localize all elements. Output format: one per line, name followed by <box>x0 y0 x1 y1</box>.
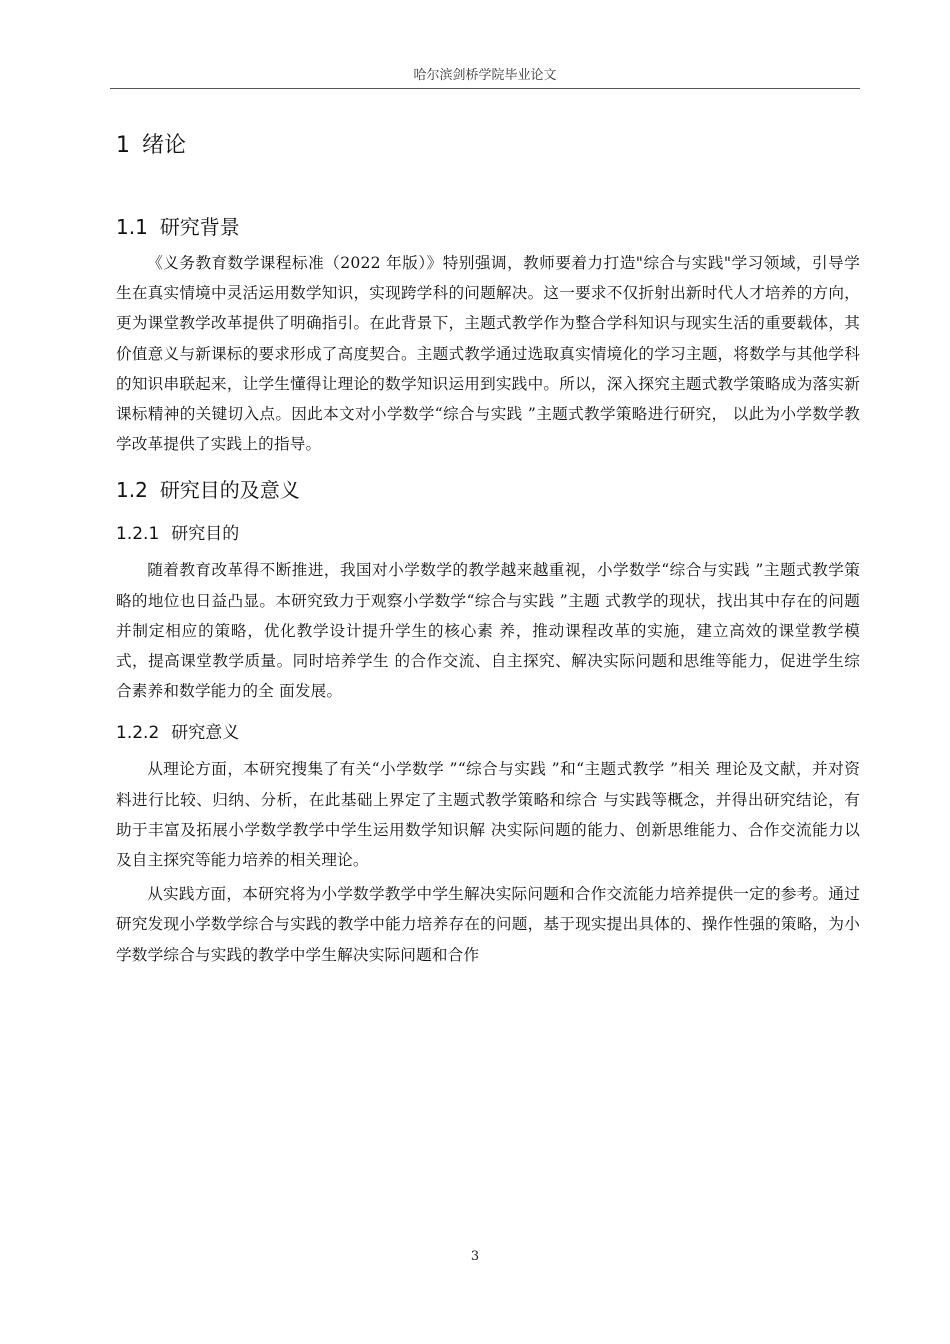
significance-paragraph-practice: 从实践方面，本研究将为小学数学教学中学生解决实际问题和合作交流能力培养提供一定的参考。通过研究发现小学数学综合与实践的教学中能力培养存在的问题，基于现实提出具体的、操作性强的策略，为小学数学综合与实践的教学中学生解决实际问题和合作 <box>116 885 860 964</box>
subsection-title: 研究目的 <box>171 524 240 545</box>
subsection-number: 1.2.1 <box>116 524 160 545</box>
subsection-heading-purpose <box>116 517 860 551</box>
subsection-heading-significance <box>116 716 860 750</box>
chapter-number: 1 <box>116 133 130 158</box>
chapter-title: 绪论 <box>142 133 187 158</box>
chapter-heading <box>116 124 860 168</box>
subsection-number: 1.2.2 <box>116 723 160 744</box>
subsection-title: 研究意义 <box>171 723 240 744</box>
section-title: 研究背景 <box>159 215 240 239</box>
running-header: 哈尔滨剑桥学院毕业论文 <box>413 68 557 83</box>
purpose-paragraph: 随着教育改革得不断推进，我国对小学数学的教学越来越重视，小学数学“综合与实践 ”主题式教学策略的地位也日益凸显。本研究致力于观察小学数学“综合与实践 ”主题 式教学的现状，找出其中存在的问题并制定相应的策略，优化教学设计提升学生的核心素 养，推动课程改革的实施，建立高效的课堂教学模式，提高课堂教学质量。同时培养学生 的合作交流、自主探究、解决实际问题和思维等能力，促进学生综合素养和数学能力的全 面发展。 <box>116 561 860 701</box>
section-heading-purpose-significance <box>116 473 860 507</box>
section-number: 1.1 <box>116 215 148 239</box>
page-number: 3 <box>470 1249 480 1264</box>
background-paragraph: 《义务教育数学课程标准（2022 年版）》特别强调，教师要着力打造"综合与实践"学习领域，引导学生在真实情境中灵活运用数学知识，实现跨学科的问题解决。这一要求不仅折射出新时代人才培养的方向，更为课堂教学改革提供了明确指引。在此背景下，主题式教学作为整合学科知识与现实生活的重要载体，其价值意义与新课标的要求形成了高度契合。主题式教学通过选取真实情境化的学习主题，将数学与其他学科的知识串联起来，让学生懂得让理论的数学知识运用到实践中。所以，深入探究主题式教学策略成为落实新课标精神的关键切入点。因此本文对小学数学“综合与实践 ”主题式教学策略进行研究， 以此为小学数学教学改革提供了实践上的指导。 <box>116 254 860 454</box>
section-title: 研究目的及意义 <box>159 478 300 503</box>
section-heading-background <box>116 210 860 244</box>
header-rule <box>110 88 860 89</box>
page-body <box>116 118 860 970</box>
section-number: 1.2 <box>116 478 148 503</box>
significance-paragraph-theory: 从理论方面，本研究搜集了有关“小学数学 ”“综合与实践 ”和“主题式教学 ”相关 理论及文献，并对资料进行比较、归纳、分析，在此基础上界定了主题式教学策略和综合 与实践等概念，并得出研究结论，有助于丰富及拓展小学数学教学中学生运用数学知识解 决实际问题的能力、创新思维能力、合作交流能力以及自主探究等能力培养的相关理论。 <box>116 760 860 870</box>
